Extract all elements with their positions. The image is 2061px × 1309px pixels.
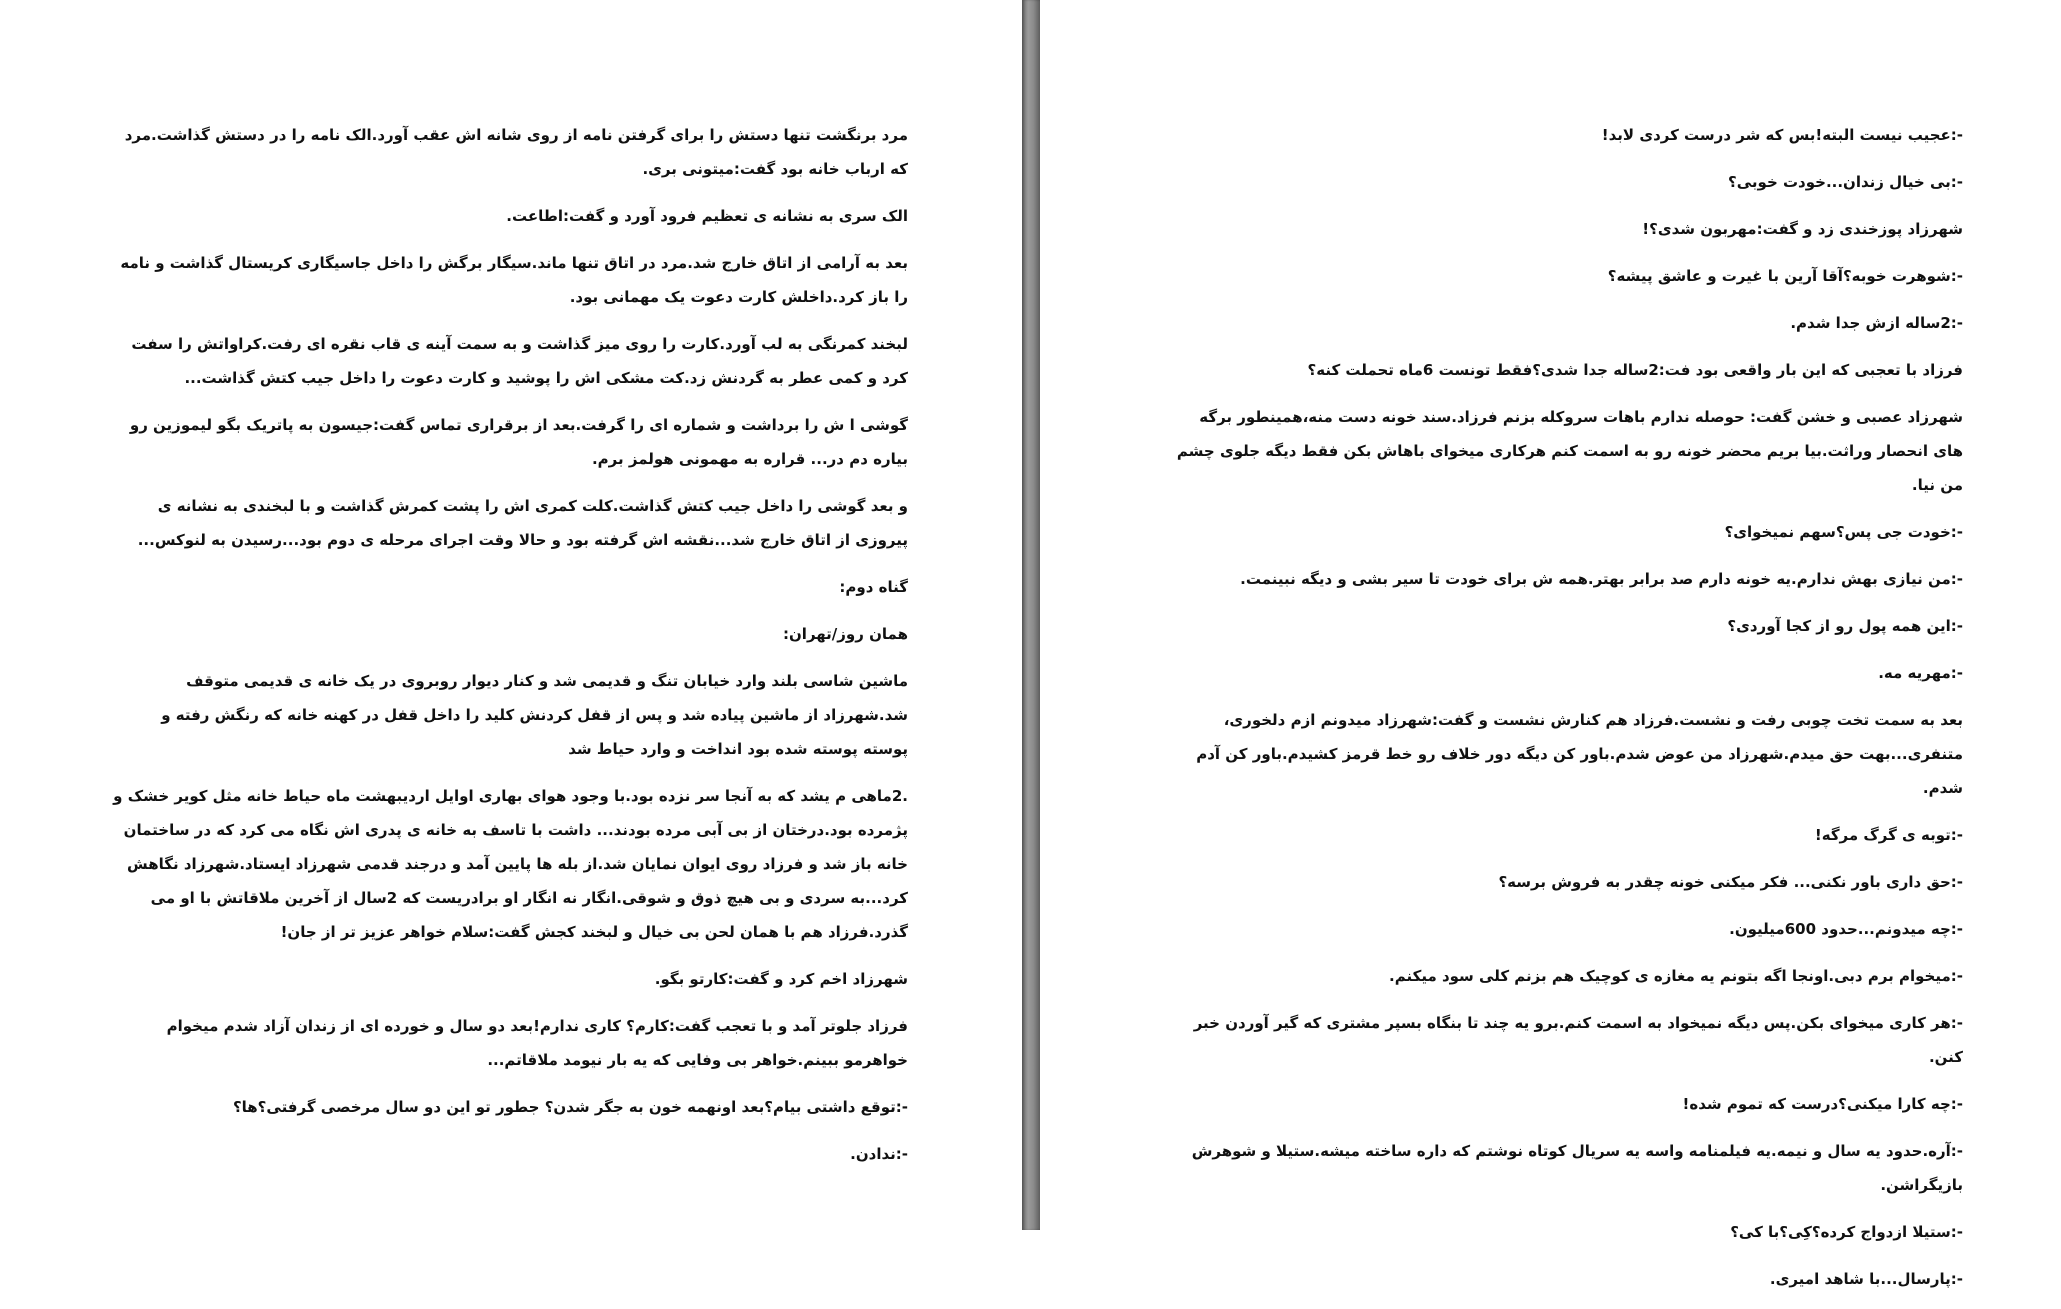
page-right [1040,0,2061,1288]
paragraph: بعد به آرامی از اتاق خارج شد.مرد در اتاق تنها ماند.سیگار برگش را داخل جاسیگاری کریستال گذاشت و نامه را باز کرد.داخلش کارت دعوت یک مهمانی بود. [120,254,908,306]
dialogue-line: -:این همه پول رو از کجا آوردی؟ [1727,617,1963,635]
paragraph: و بعد گوشی را داخل جیب کتش گذاشت.کلت کمری اش را پشت کمرش گذاشت و با لبخندی به نشانه ی پیروزی از اتاق خارج شد...نقشه اش گرفته بود و حالا وقت اجرای مرحله ی دوم بود...رسیدن به لنوکس... [137,497,908,549]
dialogue-line: -:بی خیال زندان...خودت خوبی؟ [1728,173,1963,191]
paragraph: ماشین شاسی بلند وارد خیابان تنگ و قدیمی شد و کنار دیوار روبروی در یک خانه ی قدیمی متوقف شد.شهرزاد از ماشین پیاده شد و پس از قفل کردنش کلید را داخل قفل در کهنه خانه که رنگش رفته و پوسته پوسته شده بود انداخت و وارد حیاط شد [161,672,908,758]
paragraph: فرزاد جلوتر آمد و با تعجب گفت:کارم؟ کاری ندارم!بعد دو سال و خورده ای از زندان آزاد شدم میخوام خواهرمو ببینم.خواهر بی وفایی که یه بار نیومد ملاقاتم... [166,1017,908,1069]
page-gutter [1022,0,1040,1230]
dialogue-line: -:چه کارا میکنی؟درست که تموم شده! [1682,1095,1963,1113]
paragraph: لبخند کمرنگی به لب آورد.کارت را روی میز گذاشت و به سمت آینه ی قاب نقره ای رفت.کراواتش را سفت کرد و کمی عطر به گردنش زد.کت مشکی اش را پوشید و کارت دعوت را داخل جیب کتش گذاشت... [131,335,908,387]
dialogue-line: -:خودت جی پس؟سهم نمیخوای؟ [1724,523,1963,541]
paragraph: گوشی ا ش را برداشت و شماره ای را گرفت.بعد از برقراری تماس گفت:جیسون به پاتریک بگو لیموزین رو بیاره دم در... قراره به مهمونی هولمز برم. [129,416,908,468]
chapter-heading: گناه دوم: [839,578,908,596]
page-left [0,0,1022,1230]
paragraph: شهرزاد عصبی و خشن گفت: حوصله ندارم باهات سروکله بزنم فرزاد.سند خونه دست منه،همینطور برگه های انحصار وراثت.بیا بریم محضر خونه رو به اسمت کنم هرکاری میخوای باهاش بکن فقط دیگه جلوی چشم من نیا. [1176,408,1963,494]
scene-heading: همان روز/تهران: [783,625,908,643]
page-left-text [113,118,908,1184]
dialogue-line: -:عجیب نیست البته!بس که شر درست کردی لابد! [1601,126,1963,144]
dialogue-line: -:ستیلا ازدواج کرده؟کِی؟با کی؟ [1730,1223,1963,1241]
dialogue-line: -:هر کاری میخوای بکن.پس دیگه نمیخواد به اسمت کنم.برو یه چند تا بنگاه بسپر مشتری که گیر آوردن خبر کنن. [1193,1014,1963,1066]
paragraph: فرزاد با تعجبی که این بار واقعی بود فت:2ساله جدا شدی؟فقط تونست 6ماه تحملت کنه؟ [1307,361,1963,379]
paragraph: الک سری به نشانه ی تعظیم فرود آورد و گفت:اطاعت. [506,207,908,225]
paragraph: .2ماهی م یشد که به آنجا سر نزده بود.با وجود هوای بهاری اوایل اردیبهشت ماه حیاط خانه مثل کویر خشک و پژمرده بود.درختان از بی آبی مرده بودند... داشت با تاسف به خانه ی پدری اش نگاه می کرد که در ساختمان خانه باز شد و فرزاد روی ایوان نمایان شد.از بله ها پایین آمد و درجند قدمی شهرزاد ایستاد.شهرزاد نگاهش کرد...به سردی و بی هیچ ذوق و شوقی.انگار نه انگار او برادریست که 2سال از آخرین ملاقاتش با او می گذرد.فرزاد هم با همان لحن بی خیال و لبخند کجش گفت:سلام خواهر عزیز تر از جان! [113,787,908,941]
dialogue-line: -:توبه ی گرگ مرگه! [1814,826,1963,844]
dialogue-line: -:من نیازی بهش ندارم.یه خونه دارم صد برابر بهتر.همه ش برای خودت تا سیر بشی و دیگه نبینمت. [1240,570,1963,588]
dialogue-line: -:2ساله ازش جدا شدم. [1790,314,1963,332]
paragraph: بعد به سمت تخت چوبی رفت و نشست.فرزاد هم کنارش نشست و گفت:شهرزاد میدونم ازم دلخوری، متنفری...بهت حق میدم.شهرزاد من عوض شدم.باور کن دیگه دور خلاف رو خط قرمز کشیدم.باور کن آدم شدم. [1196,711,1963,797]
dialogue-line: -:چه میدونم...حدود 600میلیون. [1729,920,1963,938]
paragraph: مرد برنگشت تنها دستش را برای گرفتن نامه از روی شانه اش عقب آورد.الک نامه را در دستش گذاشت.مرد که ارباب خانه بود گفت:میتونی بری. [124,126,908,178]
dialogue-line: -:پارسال...با شاهد امیری. [1769,1270,1963,1288]
paragraph: شهرزاد اخم کرد و گفت:کارتو بگو. [654,970,908,988]
paragraph: شهرزاد پوزخندی زد و گفت:مهربون شدی؟! [1642,220,1963,238]
dialogue-line: -:شوهرت خوبه؟آقا آرین با غیرت و عاشق پیشه؟ [1607,267,1963,285]
dialogue-line: -:حق داری باور نکنی... فکر میکنی خونه چقدر به فروش برسه؟ [1498,873,1963,891]
dialogue-line: -:توقع داشتی بیام؟بعد اونهمه خون به جگر شدن؟ جطور تو این دو سال مرخصی گرفتی؟ها؟ [232,1098,908,1116]
page-right-text [1168,118,1963,1309]
dialogue-line: -:مهریه مه. [1878,664,1963,682]
dialogue-line: -:میخوام برم دبی.اونجا اگه بتونم یه مغازه ی کوچیک هم بزنم کلی سود میکنم. [1389,967,1963,985]
dialogue-line: -:آره.حدود یه سال و نیمه.یه فیلمنامه واسه یه سریال کوتاه نوشتم که داره ساخته میشه.ستیلا و شوهرش بازیگراشن. [1191,1142,1963,1194]
dialogue-line: -:ندادن. [850,1145,908,1163]
